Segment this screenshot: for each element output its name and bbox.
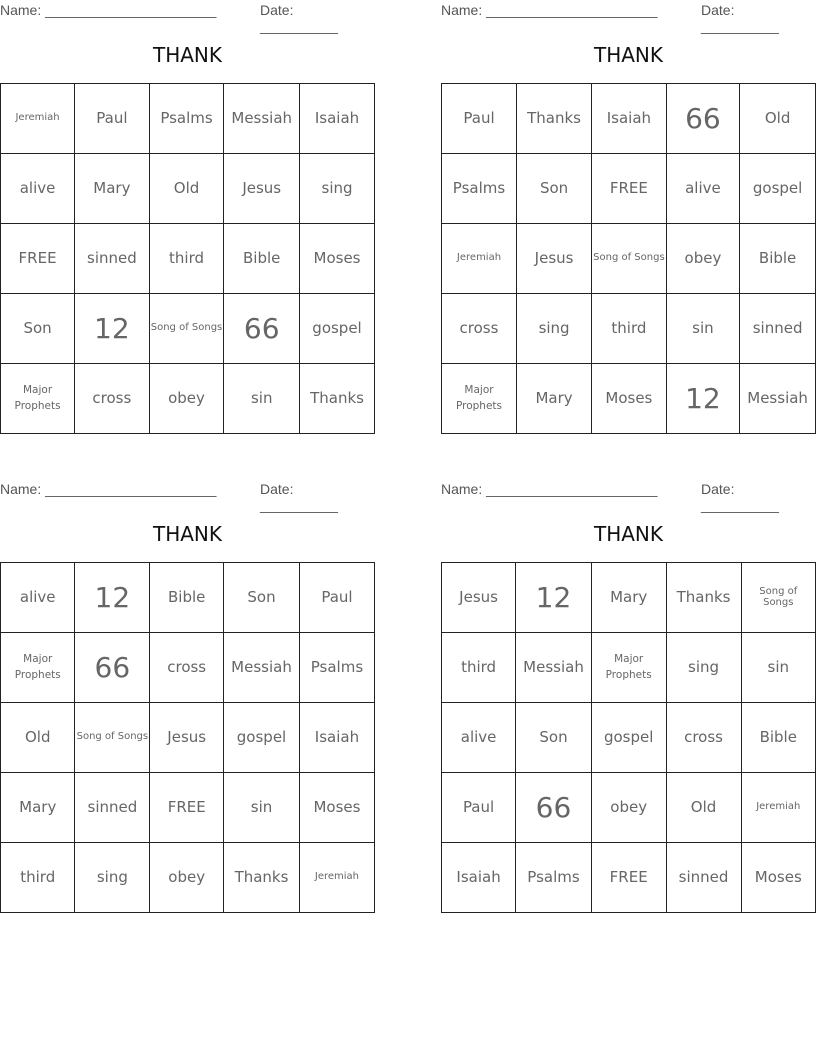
grid-cell: Jeremiah <box>299 843 374 913</box>
grid-cell: FREE <box>592 154 667 224</box>
grid-cell: cross <box>442 294 517 364</box>
grid-cell: obey <box>150 843 224 913</box>
grid-cell: Old <box>1 703 75 773</box>
bingo-card <box>0 479 375 886</box>
grid-cell: 66 <box>224 294 300 364</box>
grid-cell: Major Prophets <box>591 633 666 703</box>
date-line: Date: __________ <box>260 481 338 513</box>
grid-cell: Son <box>224 563 300 633</box>
grid-cell: sinned <box>740 294 816 364</box>
bingo-card <box>0 0 375 412</box>
grid-cell: Old <box>666 773 741 843</box>
name-line: Name: ______________________ <box>0 2 217 18</box>
card-title: THANK <box>152 522 222 546</box>
grid-cell: Mary <box>517 364 592 434</box>
grid-cell: alive <box>666 154 740 224</box>
grid-row <box>1 843 375 913</box>
grid-row <box>442 364 816 434</box>
grid-row <box>442 294 816 364</box>
grid-row <box>442 563 816 633</box>
grid-cell: Major Prophets <box>1 364 75 434</box>
grid-cell: Thanks <box>300 364 375 434</box>
grid-cell: Son <box>516 703 592 773</box>
grid-cell: Mary <box>75 154 150 224</box>
grid-row <box>1 633 375 703</box>
grid-cell: sin <box>224 364 300 434</box>
grid-cell: Isaiah <box>299 703 374 773</box>
name-line: Name: ______________________ <box>0 481 217 497</box>
grid-row <box>1 84 375 154</box>
bingo-card <box>441 0 816 415</box>
grid-cell: Thanks <box>666 563 741 633</box>
grid-cell: 66 <box>666 84 740 154</box>
grid-cell: Moses <box>300 224 375 294</box>
grid-cell: obey <box>591 773 666 843</box>
grid-cell: Messiah <box>224 84 300 154</box>
grid-row <box>442 633 816 703</box>
card-header <box>441 0 816 34</box>
grid-cell: 66 <box>75 633 150 703</box>
card-title: THANK <box>593 522 663 546</box>
grid-cell: sin <box>666 294 740 364</box>
name-line: Name: ______________________ <box>441 2 658 18</box>
date-line: Date: __________ <box>701 481 779 513</box>
grid-row <box>1 773 375 843</box>
grid-cell: Jesus <box>150 703 224 773</box>
grid-cell: Jesus <box>517 224 592 294</box>
grid-row <box>442 154 816 224</box>
grid-cell: sing <box>300 154 375 224</box>
grid-row <box>1 294 375 364</box>
grid-cell: Song of Songs <box>741 563 815 633</box>
grid-cell: gospel <box>300 294 375 364</box>
grid-row <box>442 224 816 294</box>
grid-cell: 12 <box>666 364 740 434</box>
grid-cell: sin <box>224 773 300 843</box>
grid-cell: Messiah <box>516 633 592 703</box>
grid-cell: Paul <box>442 773 516 843</box>
grid-cell: Isaiah <box>592 84 667 154</box>
grid-cell: Paul <box>75 84 150 154</box>
grid-cell: cross <box>666 703 741 773</box>
grid-cell: Messiah <box>224 633 300 703</box>
bingo-grid <box>0 83 375 434</box>
name-line: Name: ______________________ <box>441 481 658 497</box>
grid-cell: 12 <box>75 563 150 633</box>
grid-cell: Moses <box>741 843 815 913</box>
grid-cell: sinned <box>666 843 741 913</box>
grid-cell: Thanks <box>517 84 592 154</box>
grid-cell: gospel <box>591 703 666 773</box>
grid-cell: Old <box>740 84 816 154</box>
grid-cell: third <box>442 633 516 703</box>
card-header <box>0 0 375 34</box>
grid-row <box>1 154 375 224</box>
bingo-grid <box>0 562 375 913</box>
grid-cell: Messiah <box>740 364 816 434</box>
grid-cell: Psalms <box>442 154 517 224</box>
grid-cell: Moses <box>299 773 374 843</box>
grid-cell: sing <box>666 633 741 703</box>
grid-cell: cross <box>150 633 224 703</box>
grid-cell: FREE <box>150 773 224 843</box>
grid-cell: Jesus <box>442 563 516 633</box>
grid-cell: Bible <box>741 703 815 773</box>
grid-cell: Psalms <box>149 84 224 154</box>
grid-cell: Isaiah <box>442 843 516 913</box>
grid-cell: sing <box>75 843 150 913</box>
grid-cell: cross <box>75 364 150 434</box>
grid-cell: sing <box>517 294 592 364</box>
grid-cell: Song of Songs <box>149 294 224 364</box>
grid-cell: Song of Songs <box>592 224 667 294</box>
bingo-grid <box>441 83 816 434</box>
grid-row <box>1 563 375 633</box>
grid-cell: Mary <box>1 773 75 843</box>
grid-cell: Isaiah <box>300 84 375 154</box>
bingo-grid <box>441 562 816 913</box>
grid-row <box>1 364 375 434</box>
grid-cell: alive <box>1 563 75 633</box>
card-header <box>0 479 375 513</box>
grid-cell: Major Prophets <box>442 364 517 434</box>
grid-cell: Psalms <box>299 633 374 703</box>
grid-cell: FREE <box>591 843 666 913</box>
grid-row <box>1 224 375 294</box>
card-title: THANK <box>152 43 222 67</box>
grid-cell: Psalms <box>516 843 592 913</box>
grid-cell: Old <box>149 154 224 224</box>
grid-row <box>442 773 816 843</box>
grid-cell: FREE <box>1 224 75 294</box>
grid-row <box>1 703 375 773</box>
grid-row <box>442 843 816 913</box>
grid-cell: Son <box>517 154 592 224</box>
grid-cell: sinned <box>75 773 150 843</box>
date-line: Date: __________ <box>260 2 338 34</box>
grid-row <box>442 84 816 154</box>
grid-cell: 12 <box>516 563 592 633</box>
grid-cell: sin <box>741 633 815 703</box>
grid-cell: third <box>149 224 224 294</box>
grid-cell: third <box>592 294 667 364</box>
grid-cell: Son <box>1 294 75 364</box>
grid-cell: Thanks <box>224 843 300 913</box>
grid-cell: obey <box>149 364 224 434</box>
grid-cell: Jesus <box>224 154 300 224</box>
grid-cell: alive <box>442 703 516 773</box>
grid-cell: Paul <box>299 563 374 633</box>
grid-cell: Bible <box>740 224 816 294</box>
grid-cell: gospel <box>740 154 816 224</box>
bingo-card <box>441 479 816 886</box>
grid-cell: Major Prophets <box>1 633 75 703</box>
grid-cell: 12 <box>75 294 150 364</box>
grid-cell: sinned <box>75 224 150 294</box>
grid-cell: obey <box>666 224 740 294</box>
grid-row <box>442 703 816 773</box>
grid-cell: third <box>1 843 75 913</box>
card-header <box>441 479 816 513</box>
grid-cell: alive <box>1 154 75 224</box>
grid-cell: Jeremiah <box>442 224 517 294</box>
grid-cell: Bible <box>150 563 224 633</box>
grid-cell: 66 <box>516 773 592 843</box>
grid-cell: Moses <box>592 364 667 434</box>
grid-cell: Bible <box>224 224 300 294</box>
card-title: THANK <box>593 43 663 67</box>
grid-cell: Paul <box>442 84 517 154</box>
grid-cell: gospel <box>224 703 300 773</box>
grid-cell: Jeremiah <box>741 773 815 843</box>
grid-cell: Song of Songs <box>75 703 150 773</box>
date-line: Date: __________ <box>701 2 779 34</box>
grid-cell: Jeremiah <box>1 84 75 154</box>
grid-cell: Mary <box>591 563 666 633</box>
